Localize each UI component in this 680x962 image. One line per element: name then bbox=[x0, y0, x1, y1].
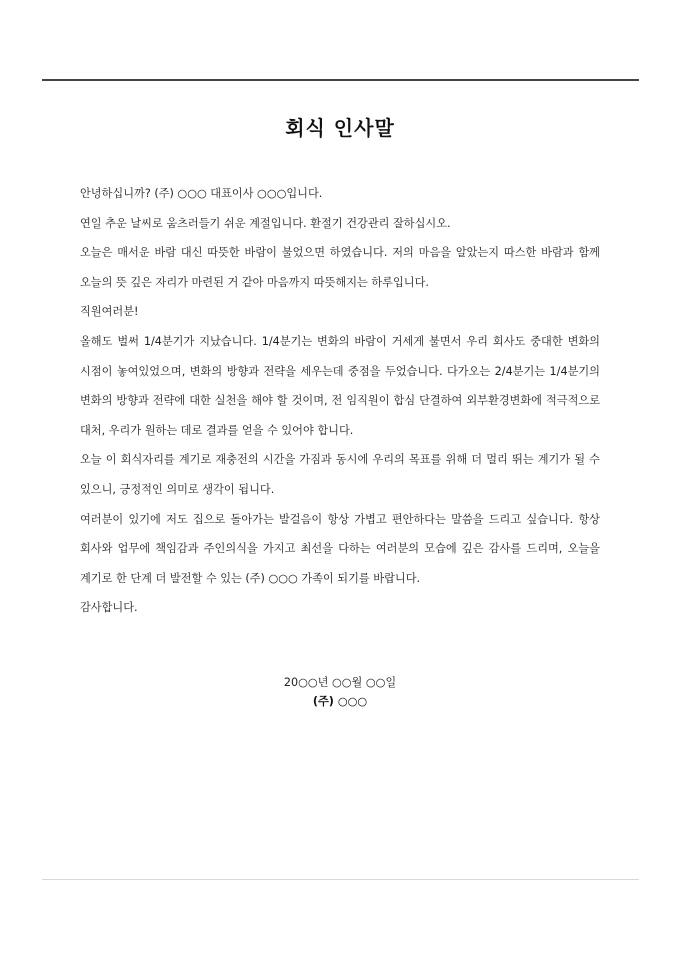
paragraph-weather: 오늘은 매서운 바람 대신 따뜻한 바람이 불었으면 하였습니다. 저의 마음을 알았는지 따스한 바람과 함께 오늘의 뜻 깊은 자리가 마련된 거 같아 마음까지 따뜻해지는 하루입니다. bbox=[80, 246, 600, 289]
paragraph-address: 직원여러분! bbox=[80, 305, 139, 319]
paragraph-season: 연일 추운 날씨로 움츠러들기 쉬운 계절입니다. 환절기 건강관리 잘하십시오. bbox=[80, 216, 451, 230]
document-title: 회식 인사말 bbox=[285, 116, 395, 140]
paragraph-greeting: 안녕하십니까? (주) ○○○ 대표이사 ○○○입니다. bbox=[80, 187, 323, 200]
top-divider bbox=[42, 79, 639, 81]
document-body bbox=[80, 179, 600, 623]
paragraph-dinner: 오늘 이 회식자리를 계기로 재충전의 시간을 가짐과 동시에 우리의 목표를 위해 더 멀리 뛰는 계기가 될 수 있으니, 긍정적인 의미로 생각이 됩니다. bbox=[80, 453, 600, 496]
company-name: (주) ○○○ bbox=[312, 695, 368, 708]
paragraph-quarter: 올해도 벌써 1/4분기가 지났습니다. 1/4분기는 변화의 바람이 거세게 불면서 우리 회사도 중대한 변화의 시점이 놓여있었으며, 변화의 방향과 전략을 세우는데 중점을 두었습니다. 다가오는 2/4분기는 1/4분기의 변화의 방향과 전략에 대한 실천을 해야 할 것이며, 전 임직원이 합심 단결하여 외부환경변화에 적극적으로 대처, 우리가 원하는 데로 결과를 얻을 수 있어야 합니다. bbox=[80, 334, 600, 437]
paragraph-thanks: 여러분이 있기에 저도 집으로 돌아가는 발걸음이 항상 가볍고 편안하다는 말씀을 드리고 싶습니다. 항상 회사와 업무에 책임감과 주인의식을 가지고 최선을 다하는 여러분의 모습에 깊은 감사를 드리며, 오늘을 계기로 한 단계 더 발전할 수 있는 (주) ○○○ 가족이 되기를 바랍니다. bbox=[80, 512, 600, 585]
paragraph-closing: 감사합니다. bbox=[80, 601, 138, 615]
bottom-divider bbox=[42, 879, 639, 880]
document-date: 20○○년 ○○월 ○○일 bbox=[283, 676, 397, 689]
